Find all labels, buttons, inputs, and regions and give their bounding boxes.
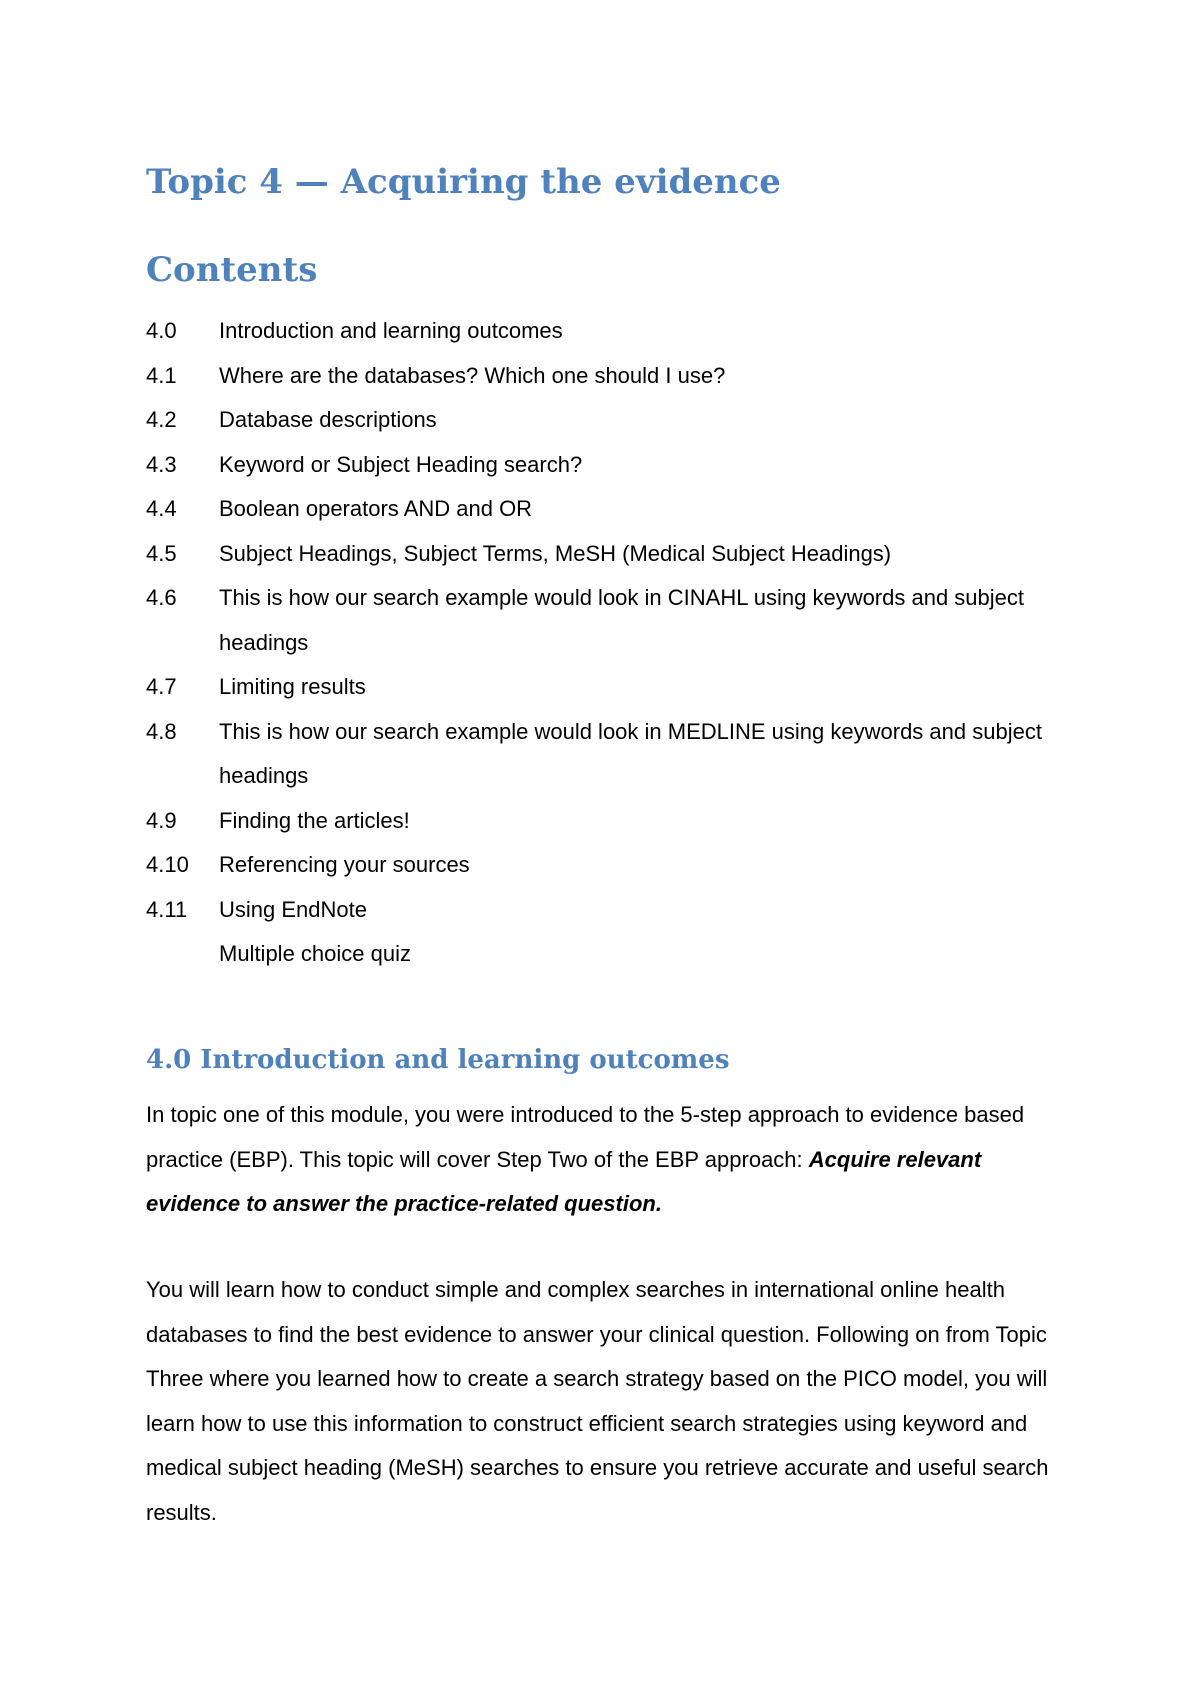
toc-item-4-1[interactable] — [146, 354, 1066, 399]
toc-item-4-6[interactable] — [146, 576, 1066, 665]
toc-label: Boolean operators AND and OR — [219, 496, 533, 521]
intro-paragraph-emphasis: Acquire relevant evidence to answer the practice-related question. — [146, 1146, 982, 1216]
contents-heading: Contents — [146, 250, 318, 290]
toc-label: Using EndNote — [219, 896, 367, 922]
toc-item-4-7[interactable] — [146, 665, 1066, 710]
document-title: Topic 4 — Acquiring the evidence — [146, 162, 781, 202]
toc-label: Introduction and learning outcomes — [219, 318, 563, 343]
toc-item-quiz[interactable] — [146, 932, 1066, 977]
toc-number: 4.6 — [146, 585, 177, 610]
toc-number: 4.4 — [146, 496, 177, 521]
toc-label: This is how our search example would look in CINAHL using keywords and subject headings — [219, 585, 1025, 655]
toc-number: 4.7 — [146, 674, 177, 699]
toc-item-4-10[interactable] — [146, 843, 1066, 888]
toc-label: Keyword or Subject Heading search? — [219, 451, 583, 477]
toc-item-4-8[interactable] — [146, 710, 1066, 799]
toc-label: Limiting results — [219, 674, 366, 699]
toc-label: Referencing your sources — [219, 852, 470, 877]
toc-label: Subject Headings, Subject Terms, MeSH (Medical Subject Headings) — [219, 540, 892, 566]
toc-number: 4.0 — [146, 318, 177, 343]
toc-item-4-2[interactable] — [146, 398, 1066, 443]
toc-label: Finding the articles! — [219, 807, 410, 833]
toc-item-4-0[interactable] — [146, 309, 1066, 354]
toc-item-4-4[interactable] — [146, 487, 1066, 532]
toc-label: Database descriptions — [219, 407, 437, 432]
table-of-contents — [146, 309, 1066, 977]
toc-item-4-5[interactable] — [146, 532, 1066, 577]
toc-number: 4.8 — [146, 718, 177, 744]
intro-paragraph-text: In topic one of this module, you were introduced to the 5-step approach to evidence based practice (EBP). This topic will cover Step Two of the EBP approach: — [146, 1102, 1025, 1172]
toc-number: 4.11 — [146, 896, 188, 922]
toc-number: 4.9 — [146, 807, 177, 833]
toc-item-4-3[interactable] — [146, 443, 1066, 488]
toc-number: 4.3 — [146, 451, 177, 477]
intro-paragraph — [146, 1093, 1066, 1227]
section-heading: 4.0 Introduction and learning outcomes — [146, 1045, 730, 1075]
toc-label: Multiple choice quiz — [219, 941, 411, 966]
toc-item-4-11[interactable] — [146, 888, 1066, 933]
body-paragraph: You will learn how to conduct simple and complex searches in international online health databases to find the best evidence to answer your clinical question. Following on from Topic Three where you learned how to create a search strategy based on the PICO model, you will learn how to use this information to construct efficient search strategies using keyword and medical subject heading (MeSH) searches to ensure you retrieve accurate and useful search results. — [146, 1277, 1049, 1525]
toc-item-4-9[interactable] — [146, 799, 1066, 844]
toc-label: Where are the databases? Which one should I use? — [219, 362, 726, 388]
toc-number: 4.5 — [146, 540, 177, 566]
toc-number: 4.10 — [146, 852, 189, 877]
toc-number: 4.1 — [146, 362, 177, 388]
toc-label: This is how our search example would look in MEDLINE using keywords and subject headings — [219, 718, 1042, 788]
toc-number: 4.2 — [146, 407, 177, 432]
